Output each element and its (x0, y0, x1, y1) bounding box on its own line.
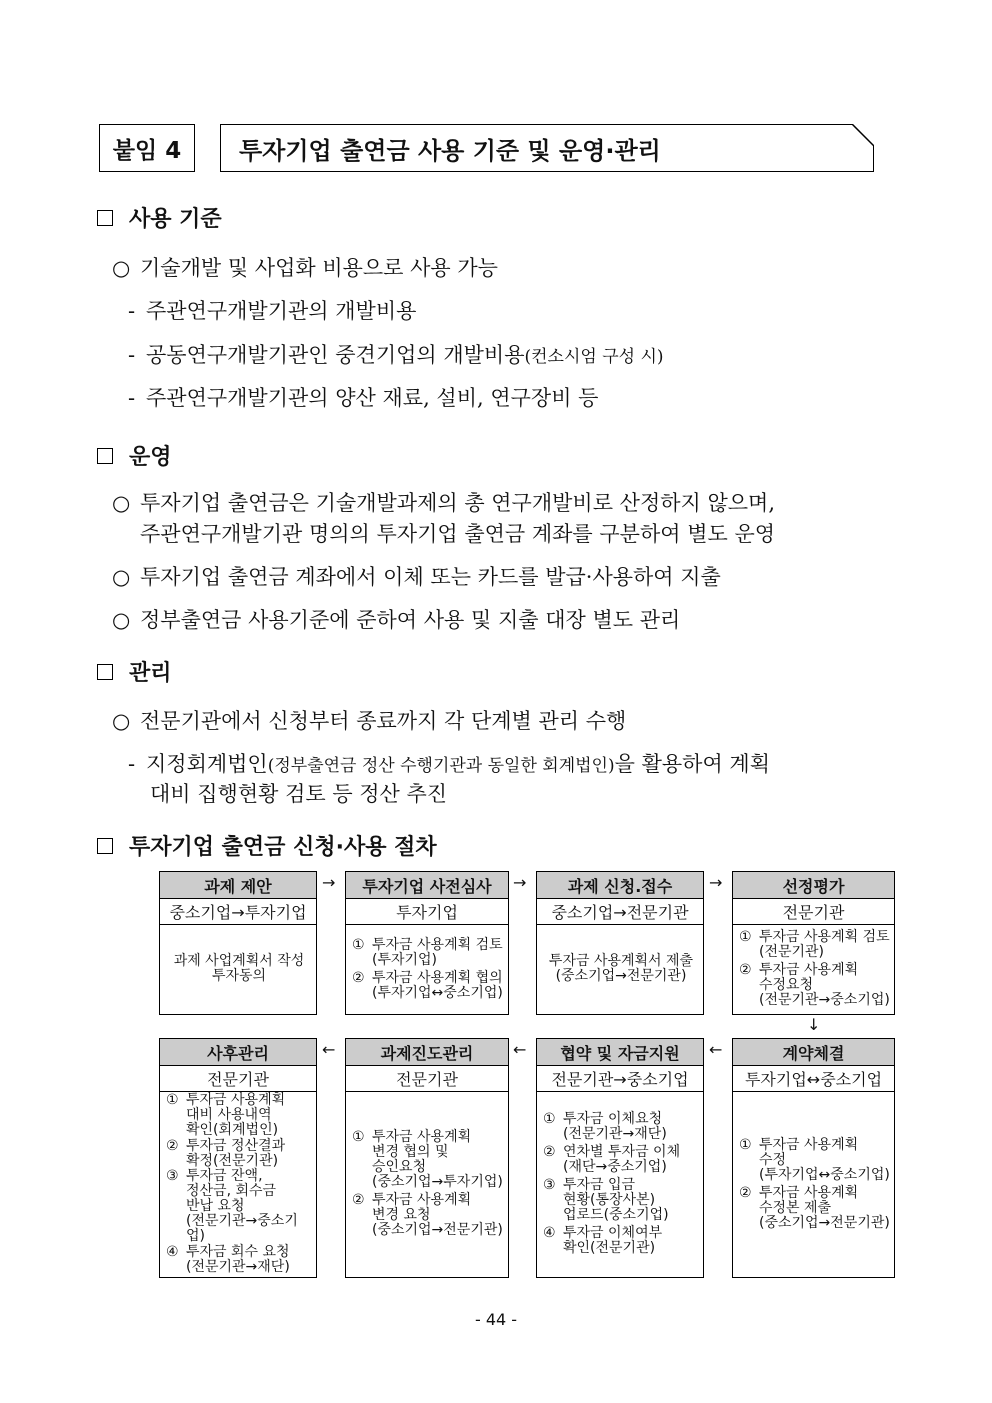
dash-mark: - (128, 299, 136, 323)
flow-step-body (733, 1091, 894, 1277)
bullet-text: 투자기업 출연금은 기술개발과제의 총 연구개발비로 산정하지 않으며, (140, 491, 776, 515)
sub-text: 주관연구개발기관의 개발비용 (146, 299, 417, 323)
item-number: ① (739, 1136, 752, 1153)
item-lines (186, 1169, 312, 1244)
item-line: 대비 사용내역 (186, 1107, 272, 1123)
page-fold-icon (852, 124, 874, 146)
sub-text: 공동연구개발기관인 중견기업의 개발비용 (146, 343, 525, 367)
item-line: 투자금 사용계획 (186, 1092, 286, 1108)
item-line: 투자금 사용계획 검토 (372, 936, 503, 953)
flow-step-text: 투자금 사용계획서 제출 (548, 953, 694, 969)
flow-step-item (543, 1145, 699, 1175)
heading-text: 사용 기준 (129, 207, 222, 232)
flow-step-item (352, 1193, 504, 1238)
usage-sub-3 (128, 382, 598, 412)
flow-step-actor: 전문기관 (346, 1065, 508, 1092)
arrow-left-icon: ← (513, 1040, 527, 1059)
flow-step-actor: 전문기관 (160, 1065, 316, 1092)
item-number: ④ (166, 1244, 179, 1261)
item-lines (759, 963, 890, 1008)
bullet-text: 투자기업 출연금 계좌에서 이체 또는 카드를 발급·사용하여 지출 (140, 565, 721, 589)
item-line: 투자금 정산결과 (186, 1137, 286, 1154)
sub-text: 지정회계법인 (146, 752, 268, 776)
flow-step-item (739, 963, 890, 1008)
flow-step-actor: 중소기업→전문기관 (537, 898, 703, 925)
arrow-right-icon: → (709, 873, 723, 892)
usage-sub-2 (128, 339, 664, 369)
flow-step-actor: 전문기관 (733, 898, 894, 925)
flow-step-item (166, 1169, 312, 1244)
item-number: ④ (543, 1225, 556, 1241)
flow-step-item (543, 1226, 699, 1256)
sub-note: (정부출연금 정산 수행기관과 동일한 회계법인) (267, 756, 615, 776)
item-line: 변경 요청 (372, 1207, 431, 1223)
item-number: ② (739, 962, 752, 978)
flow-step-actor: 중소기업→투자기업 (160, 898, 316, 925)
item-line: 연차별 투자금 이체 (563, 1144, 681, 1160)
item-number: ② (543, 1144, 556, 1160)
item-line: (전문기관→재단) (186, 1259, 290, 1276)
management-sub (128, 748, 770, 778)
circle-bullet-icon: ○ (112, 491, 131, 515)
bullet-text: 전문기관에서 신청부터 종료까지 각 단계별 관리 수행 (140, 709, 627, 733)
flow-step-body (537, 1091, 703, 1277)
item-lines (759, 930, 890, 960)
flow-step-title: 선정평가 (733, 872, 894, 899)
item-number: ① (739, 929, 752, 945)
item-number: ① (543, 1111, 556, 1127)
flow-step-title: 협약 및 자금지원 (537, 1039, 703, 1066)
item-lines (759, 1186, 890, 1231)
item-line: (전문기관→중소기업) (186, 1213, 298, 1245)
operation-bullet-3 (112, 604, 680, 634)
attachment-tag: 붙임 4 (99, 124, 195, 172)
circle-bullet-icon: ○ (112, 709, 131, 733)
item-line: (중소기업→전문기관) (759, 1214, 890, 1231)
item-number: ② (739, 1184, 752, 1201)
flow-step-item (739, 1138, 890, 1183)
item-lines (563, 1178, 669, 1223)
heading-text: 투자기업 출연금 신청·사용 절차 (129, 835, 437, 860)
square-bullet-icon (97, 448, 113, 464)
item-number: ③ (543, 1177, 556, 1193)
flow-step-body (733, 924, 894, 1014)
section-heading-management (97, 656, 172, 687)
item-lines (186, 1093, 285, 1138)
item-line: 업로드(중소기업) (563, 1207, 669, 1223)
dash-mark: - (128, 752, 136, 776)
arrow-left-icon: ← (322, 1040, 336, 1059)
flow-step-actor: 전문기관→중소기업 (537, 1065, 703, 1092)
dash-mark: - (128, 343, 136, 367)
bullet-text: 기술개발 및 사업화 비용으로 사용 가능 (140, 256, 498, 280)
flow-step-body (160, 1091, 316, 1277)
item-line: 투자금 잔액, (186, 1168, 263, 1185)
flow-step-item (352, 971, 504, 1001)
item-lines (563, 1112, 667, 1142)
flow-step-item (543, 1178, 699, 1223)
item-number: ① (352, 936, 365, 953)
item-line: 투자금 입금 (563, 1177, 636, 1193)
item-line: (중소기업→투자기업) (372, 1174, 503, 1190)
item-lines (372, 1130, 503, 1190)
flow-step-box (732, 1038, 895, 1278)
arrow-right-icon: → (513, 873, 527, 892)
item-line: 투자금 사용계획 (372, 1129, 472, 1145)
flow-step-item (166, 1093, 312, 1138)
item-line: 투자금 이체요청 (563, 1111, 663, 1127)
dash-mark: - (128, 386, 136, 410)
flow-step-box (536, 871, 704, 1015)
flow-step-box (159, 1038, 317, 1278)
item-line: 반납 요청 (186, 1198, 245, 1215)
item-line: 수정 (759, 1151, 787, 1168)
flow-step-title: 투자기업 사전심사 (346, 872, 508, 899)
square-bullet-icon (97, 210, 113, 226)
management-sub-cont: 대비 집행현황 검토 등 정산 추진 (150, 782, 448, 806)
item-line: 투자금 사용계획 (372, 1192, 472, 1208)
item-line: 수정본 제출 (759, 1199, 832, 1216)
item-line: (중소기업→전문기관) (372, 1222, 503, 1238)
page-title: 투자기업 출연금 사용 기준 및 운영·관리 (220, 124, 874, 172)
flow-step-title: 사후관리 (160, 1039, 316, 1066)
flow-step-actor: 투자기업↔중소기업 (733, 1065, 894, 1092)
item-line: 수정요청 (759, 977, 814, 993)
usage-sub-1 (128, 295, 416, 325)
operation-bullet-1 (112, 487, 775, 517)
sub-note: (컨소시엄 구성 시) (524, 347, 664, 367)
item-line: 정산금, 회수금 (186, 1183, 277, 1200)
item-number: ① (352, 1129, 365, 1145)
item-lines (372, 971, 503, 1001)
bullet-text: 정부출연금 사용기준에 준하여 사용 및 지출 대장 별도 관리 (140, 608, 681, 632)
item-lines (372, 1193, 503, 1238)
item-lines (759, 1138, 890, 1183)
flow-step-box (159, 871, 317, 1015)
flow-step-text: 투자동의 (211, 968, 267, 984)
sub-text: 을 활용하여 계획 (614, 752, 770, 776)
item-line: 투자금 회수 요청 (186, 1244, 290, 1261)
flow-step-item (739, 1186, 890, 1231)
item-line: 투자금 사용계획 (759, 962, 859, 978)
item-number: ① (166, 1092, 179, 1108)
flow-step-item (739, 930, 890, 960)
heading-text: 운영 (129, 445, 172, 470)
flow-step-box (345, 1038, 509, 1278)
item-lines (563, 1226, 662, 1256)
item-line: 현황(통장사본) (563, 1192, 656, 1208)
management-bullet (112, 705, 626, 735)
item-number: ② (352, 1192, 365, 1208)
item-line: 투자금 사용계획 검토 (759, 929, 890, 945)
section-heading-usage (97, 202, 222, 233)
item-line: 투자금 사용계획 협의 (372, 969, 503, 986)
square-bullet-icon (97, 838, 113, 854)
flow-step-item (352, 1130, 504, 1190)
sub-text: 주관연구개발기관의 양산 재료, 설비, 연구장비 등 (146, 386, 599, 410)
section-heading-procedure (97, 830, 437, 861)
item-lines (372, 938, 503, 968)
operation-bullet-1-cont: 주관연구개발기관 명의의 투자기업 출연금 계좌를 구분하여 별도 운영 (140, 522, 776, 546)
operation-bullet-2 (112, 561, 721, 591)
item-line: 변경 협의 및 (372, 1144, 449, 1160)
item-number: ② (166, 1137, 179, 1154)
arrow-left-icon: ← (709, 1040, 723, 1059)
item-line: 확정(전문기관) (186, 1152, 279, 1169)
item-line: (투자기업↔중소기업) (372, 984, 503, 1001)
flow-step-box (732, 871, 895, 1015)
flow-step-title: 과제진도관리 (346, 1039, 508, 1066)
page-number: - 44 - (474, 1310, 518, 1329)
item-line: 확인(전문기관) (563, 1240, 656, 1256)
flow-step-actor: 투자기업 (346, 898, 508, 925)
flow-step-title: 과제 제안 (160, 872, 316, 899)
flow-step-text: 과제 사업계획서 작성 (173, 953, 305, 969)
flow-step-title: 과제 신청.접수 (537, 872, 703, 899)
flow-step-box (536, 1038, 704, 1278)
flow-step-body (537, 924, 703, 1014)
arrow-right-icon: → (322, 873, 336, 892)
circle-bullet-icon: ○ (112, 608, 131, 632)
circle-bullet-icon: ○ (112, 256, 131, 280)
item-line: 투자금 사용계획 (759, 1136, 859, 1153)
flow-step-body (346, 924, 508, 1014)
flow-step-item (543, 1112, 699, 1142)
flow-step-body (346, 1091, 508, 1277)
flow-step-item (352, 938, 504, 968)
flow-step-item (166, 1139, 312, 1169)
flow-step-title: 계약체결 (733, 1039, 894, 1066)
item-lines (186, 1139, 285, 1169)
usage-bullet (112, 252, 498, 282)
heading-text: 관리 (129, 661, 172, 686)
section-heading-operation (97, 440, 172, 471)
flow-step-text: (중소기업→전문기관) (555, 968, 687, 984)
item-line: (전문기관) (759, 944, 825, 960)
item-line: 승인요청 (372, 1159, 427, 1175)
flow-step-body (160, 924, 316, 1014)
item-line: 투자금 이체여부 (563, 1225, 663, 1241)
flow-step-box (345, 871, 509, 1015)
square-bullet-icon (97, 664, 113, 680)
item-line: (재단→중소기업) (563, 1159, 667, 1175)
flow-step-item (166, 1245, 312, 1275)
circle-bullet-icon: ○ (112, 565, 131, 589)
item-line: 투자금 사용계획 (759, 1184, 859, 1201)
item-lines (186, 1245, 290, 1275)
item-line: 확인(회계법인) (186, 1122, 279, 1138)
item-line: (투자기업↔중소기업) (759, 1166, 890, 1183)
item-lines (563, 1145, 680, 1175)
item-number: ② (352, 969, 365, 986)
arrow-down-icon: ↓ (807, 1015, 821, 1034)
item-number: ③ (166, 1168, 179, 1185)
item-line: (투자기업) (372, 951, 438, 968)
item-line: (전문기관→재단) (563, 1126, 667, 1142)
item-line: (전문기관→중소기업) (759, 992, 890, 1008)
